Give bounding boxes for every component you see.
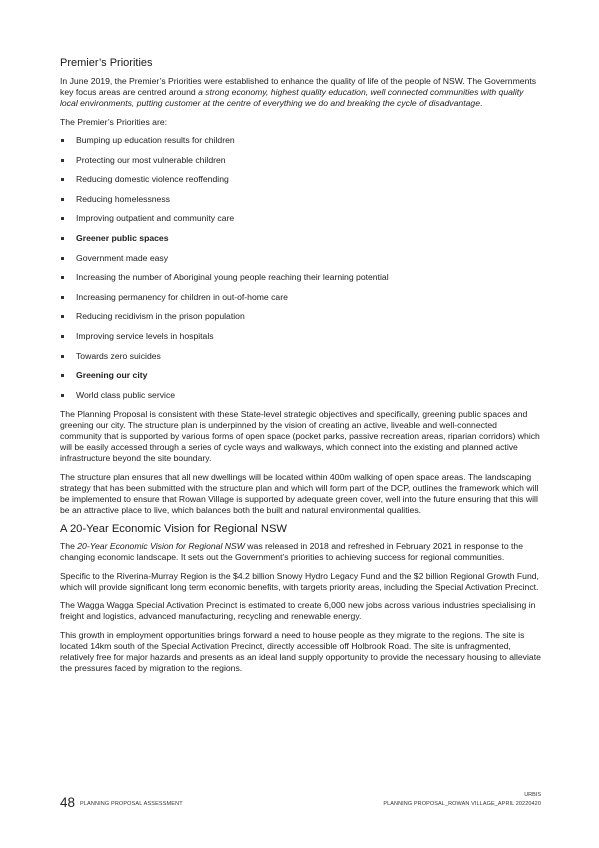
bullet-icon xyxy=(61,335,64,338)
priority-text: Improving service levels in hospitals xyxy=(76,330,214,341)
bullet-icon xyxy=(61,394,64,397)
priority-text: Bumping up education results for children xyxy=(76,135,235,145)
footer-brand: URBIS xyxy=(524,792,541,798)
bullet-icon xyxy=(61,217,64,220)
priority-item xyxy=(60,174,541,185)
priority-item xyxy=(60,194,541,205)
bullet-icon xyxy=(61,374,64,377)
growth-paragraph: This growth in employment opportunities brings forward a need to house people as they migrate to the regions. The site is located 14km south of the Special Activation Precinct, directly accessible off Holbrook Road. The site is unfragmented, relatively free for major hazards and presents as an ideal land supply opportunity to provide the necessary housing to alleviate the pressures faced by migration to the regions. xyxy=(60,629,541,673)
priority-text: Government made easy xyxy=(76,252,169,263)
priority-item xyxy=(60,351,541,362)
priority-text: Greening our city xyxy=(76,370,148,381)
bullet-icon xyxy=(61,355,64,358)
bullet-icon xyxy=(61,296,64,299)
priority-item xyxy=(60,253,541,264)
special-activation-paragraph: The Wagga Wagga Special Activation Precinct is estimated to create 6,000 new jobs across various industries specialising in freight and logistics, advanced manufacturing, recycling and renewable energy. xyxy=(60,600,536,622)
priority-item xyxy=(60,233,541,244)
priority-text: Greener public spaces xyxy=(76,232,169,243)
priority-text: Protecting our most vulnerable children xyxy=(76,154,226,165)
priority-text: Improving outpatient and community care xyxy=(76,213,235,224)
priorities-lead: The Premier’s Priorities are: xyxy=(60,116,168,127)
priority-text: World class public service xyxy=(76,389,176,400)
page-number: 48 xyxy=(60,795,76,810)
priority-text: Reducing recidivism in the prison population xyxy=(76,311,245,322)
bullet-icon xyxy=(61,139,64,142)
bullet-icon xyxy=(61,178,64,181)
bullet-icon xyxy=(61,257,64,260)
bullet-icon xyxy=(61,315,64,318)
footer-doc-ref: PLANNING PROPOSAL_ROWAN VILLAGE_APRIL 20220420 xyxy=(383,801,541,807)
section-heading-premiers-priorities: Premier’s Priorities xyxy=(60,57,153,69)
priority-text: Increasing the number of Aboriginal young people reaching their learning potential xyxy=(76,272,389,283)
priority-text: Towards zero suicides xyxy=(76,350,161,361)
footer-doc-label: PLANNING PROPOSAL ASSESSMENT xyxy=(80,801,183,807)
page-content xyxy=(60,57,541,681)
structure-plan-paragraph: The structure plan ensures that all new dwellings will be located within 400m walking of open space areas. The landscaping strategy that has been submitted with the structure plan and which will form part of the DCP, outlines the framework which will be implemented to ensure that Rowan Village is supported by adequate green cover, well into the future ensuring that this will be an attractive place to live, which balances both the built and natural environmental qualities. xyxy=(60,471,539,515)
priority-item xyxy=(60,331,541,342)
bullet-icon xyxy=(61,276,64,279)
consistency-paragraph: The Planning Proposal is consistent with these State-level strategic objectives and specifically, greening public spaces and greening our city. The structure plan is underpinned by the vision of creating an active, liveable and well-connected community that is supported by various forms of open space (pocket parks, passive recreation areas, riparian corridors) which will be easily accessed through a series of cycle ways and walkways, which connect into the existing and planned active infrastructure beyond the site boundary. xyxy=(60,409,540,464)
priority-item xyxy=(60,292,541,303)
economic-vision-paragraph: The 20-Year Economic Vision for Regional NSW was released in 2018 and refreshed in February 2021 in response to the changing economic landscape. It sets out the Government’s priorities to achieving success for regional communities. xyxy=(60,541,523,563)
priority-item xyxy=(60,272,541,283)
priority-item xyxy=(60,390,541,401)
bullet-icon xyxy=(61,198,64,201)
priority-item xyxy=(60,311,541,322)
priority-item xyxy=(60,370,541,381)
priority-item xyxy=(60,155,541,166)
priority-item xyxy=(60,213,541,224)
intro-paragraph: In June 2019, the Premier’s Priorities were established to enhance the quality of life of the people of NSW. The Governments key focus areas are centred around a strong economy, highest quality education, well connected communities with quality local environments, putting customer at the centre of everything we do and breaking the cycle of disadvantage. xyxy=(60,76,537,108)
priority-text: Reducing homelessness xyxy=(76,193,170,204)
priority-text: Increasing permanency for children in out-of-home care xyxy=(76,291,288,302)
bullet-icon xyxy=(61,159,64,162)
priorities-list xyxy=(60,135,541,401)
bullet-icon xyxy=(61,237,64,240)
priority-text: Reducing domestic violence reoffending xyxy=(76,174,229,185)
riverina-murray-paragraph: Specific to the Riverina-Murray Region is the $4.2 billion Snowy Hydro Legacy Fund and the $2 billion Regional Growth Fund, which will provide significant long term economic benefits, with targets priority areas, including the Special Activation Precinct. xyxy=(60,570,539,592)
priority-item xyxy=(60,135,541,146)
section-heading-economic-vision: A 20-Year Economic Vision for Regional NSW xyxy=(60,523,287,536)
